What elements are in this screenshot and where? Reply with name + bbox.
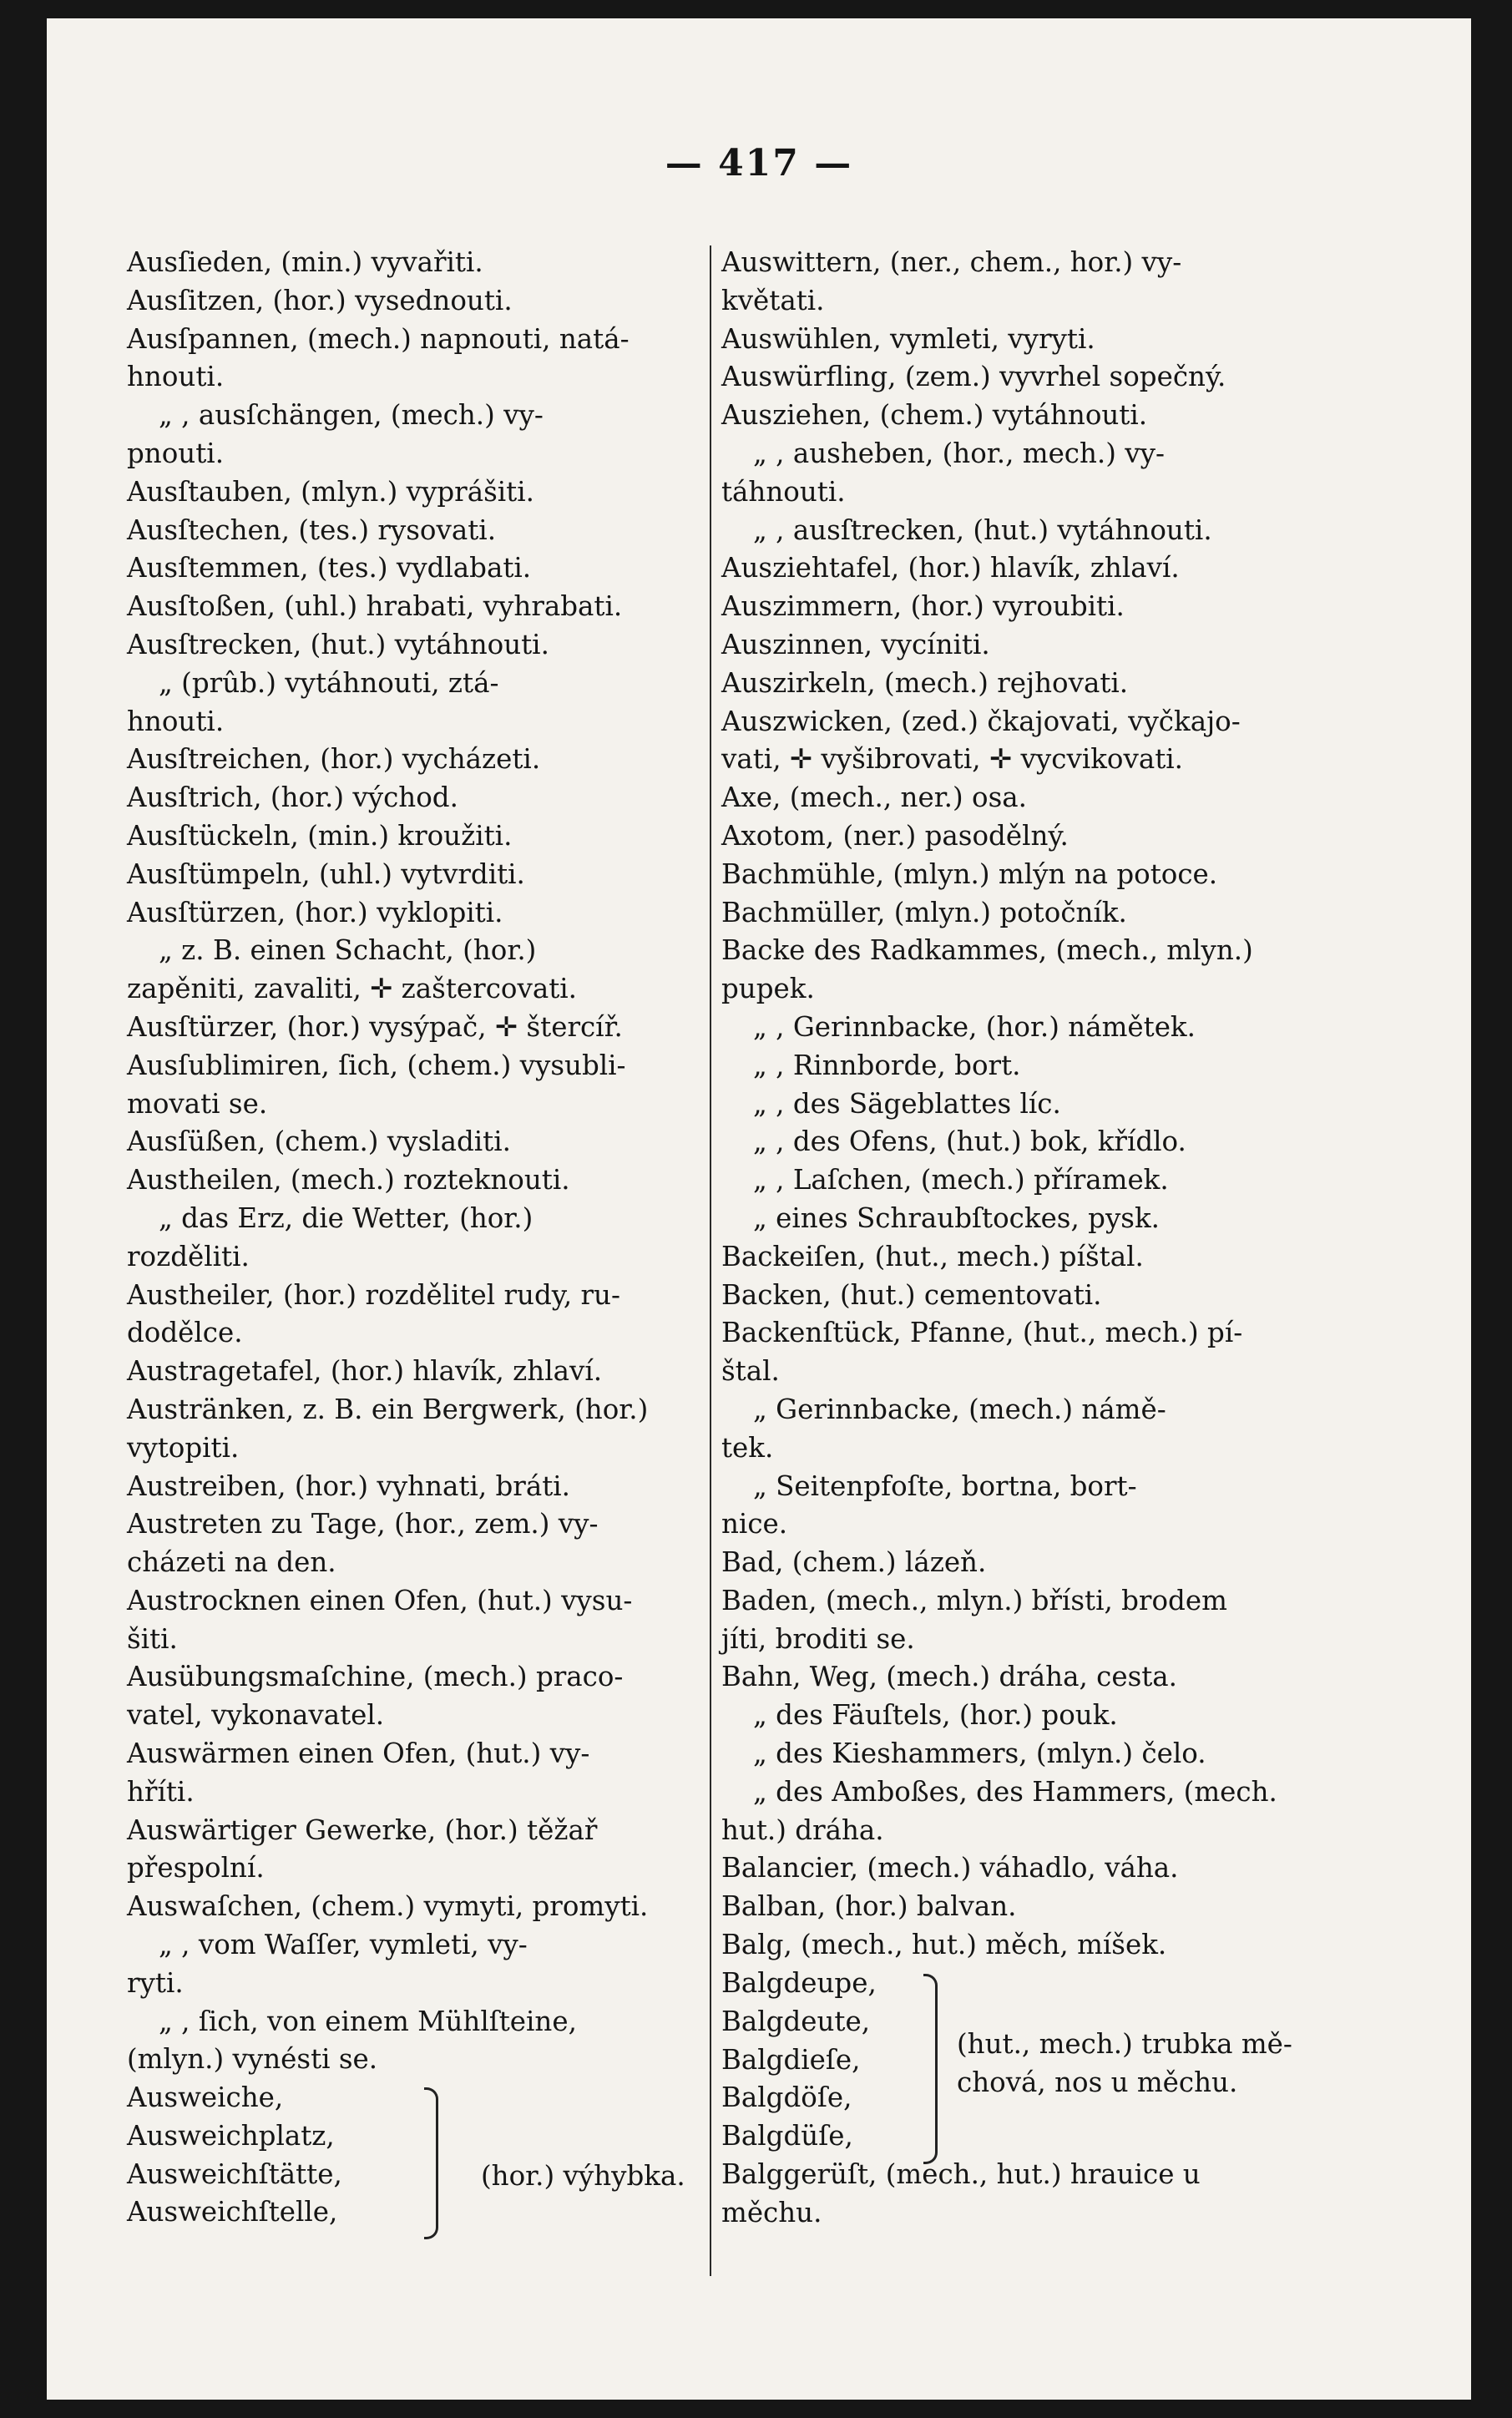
column-divider [710,245,711,2276]
entry-line: Ausſtreichen, (hor.) vycházeti. [127,743,541,776]
entry-line: Auswittern, (ner., chem., hor.) vy- [721,246,1182,278]
entry-line: zapěniti, zavaliti, ✛ zaštercovati. [127,973,577,1005]
entry-line: „ , ſich, von einem Mühlſteine, [159,2005,577,2037]
left-brace-terms [127,2079,342,2232]
brace-term: Ausweiche, [127,2082,284,2113]
entry-line: Ausziehen, (chem.) vytáhnouti. [721,399,1148,432]
dictionary-page [47,18,1471,2400]
entry-line: Ausſieden, (min.) vyvařiti. [127,246,483,278]
entry-line: „ (prûb.) vytáhnouti, ztá- [159,666,499,699]
entry-line: cházeti na den. [127,1546,336,1579]
entry-line: „ , Rinnborde, bort. [753,1049,1021,1081]
brace-term: Balgdüſe, [721,2120,853,2152]
entry-line: „ , Gerinnbacke, (hor.) námětek. [753,1010,1196,1043]
entry-line: „ des Kieshammers, (mlyn.) čelo. [753,1738,1206,1770]
entry-line: „ , ausſchängen, (mech.) vy- [159,399,544,432]
entry-line: Austrocknen einen Ofen, (hut.) vysu- [127,1584,633,1616]
entry-line: měchu. [721,2196,822,2228]
entry-line: Ausſtemmen, (tes.) vydlabati. [127,552,532,584]
entry-line: vati, ✛ vyšibrovati, ✛ vycvikovati. [721,743,1183,776]
entry-line: Austragetafel, (hor.) hlavík, zhlaví. [127,1355,603,1388]
entry-line: nice. [721,1508,788,1540]
entry-line: „ , ausheben, (hor., mech.) vy- [753,437,1165,469]
entry-line: pnouti. [127,437,225,469]
left-column [127,244,746,2079]
entry-line: hnouti. [127,361,225,393]
entry-line: Ausſublimiren, ſich, (chem.) vysubli- [127,1049,626,1081]
entry-line: „ Seitenpfoſte, bortna, bort- [753,1470,1137,1502]
brace-definition-line: (hut., mech.) trubka mě- [957,2028,1292,2060]
entry-line: Austreiben, (hor.) vyhnati, bráti. [127,1470,570,1502]
brace-term: Ausweichſtelle, [127,2196,338,2228]
entry-line: Ausſtückeln, (min.) kroužiti. [127,819,513,852]
brace-definition-line: chová, nos u měchu. [957,2066,1238,2098]
entry-line: táhnouti. [721,475,846,508]
entry-line: „ des Fäuſtels, (hor.) pouk. [753,1699,1118,1732]
brace-term: Balgdeupe, [721,1967,877,1999]
entry-line: Ausſtrecken, (hut.) vytáhnouti. [127,628,549,660]
entry-line: Backen, (hut.) cementovati. [721,1278,1102,1311]
entry-line: Austheiler, (hor.) rozdělitel rudy, ru- [127,1278,620,1311]
right-tail [721,2156,1201,2233]
brace-term: Balgdieſe, [721,2043,861,2076]
entry-line: Auszinnen, vycíniti. [721,628,990,660]
entry-line: „ des Amboßes, des Hammers, (mech. [753,1775,1277,1808]
entry-line: „ Gerinnbacke, (mech.) námě- [753,1393,1166,1425]
entry-line: vytopiti. [127,1431,240,1464]
entry-line: Axotom, (ner.) pasodělný. [721,819,1069,852]
entry-line: Bad, (chem.) lázeň. [721,1546,987,1579]
entry-line: Backe des Radkammes, (mech., mlyn.) [721,934,1253,967]
entry-line: „ , des Ofens, (hut.) bok, křídlo. [753,1126,1186,1158]
entry-line: movati se. [127,1087,268,1120]
entry-line: Baden, (mech., mlyn.) břísti, brodem [721,1584,1227,1616]
entry-line: Auszwicken, (zed.) čkajovati, vyčkajo- [721,705,1241,737]
entry-line: Balg, (mech., hut.) měch, míšek. [721,1929,1167,1961]
entry-line: „ , des Sägeblattes líc. [753,1087,1061,1120]
entry-line: Ausſitzen, (hor.) vysednouti. [127,284,513,316]
entry-line: hut.) dráha. [721,1814,884,1846]
entry-line: „ , Laſchen, (mech.) příramek. [753,1164,1169,1196]
entry-line: štal. [721,1355,780,1388]
entry-line: Auswürfling, (zem.) vyvrhel sopečný. [721,361,1226,393]
right-brace-definition [957,2026,1292,2102]
entry-line: květati. [721,284,825,316]
entry-line: Balggerüſt, (mech., hut.) hrauice u [721,2158,1201,2190]
right-column [721,244,1356,1965]
entry-line: šiti. [127,1622,178,1655]
brace-term: Balgdöſe, [721,2082,852,2114]
entry-line: „ , vom Waſſer, vymleti, vy- [159,1929,528,1961]
page-number: — 417 — [665,142,853,185]
entry-line: Bachmühle, (mlyn.) mlýn na potoce. [721,857,1218,890]
entry-line: Backeiſen, (hut., mech.) píštal. [721,1240,1144,1272]
entry-line: Ausſüßen, (chem.) vysladiti. [127,1126,511,1158]
entry-line: Austränken, z. B. ein Bergwerk, (hor.) [127,1393,649,1425]
entry-line: hříti. [127,1775,195,1808]
entry-line: Auszirkeln, (mech.) rejhovati. [721,666,1129,699]
entry-line: Ausſpannen, (mech.) napnouti, natá- [127,322,630,355]
entry-line: Ausſtoßen, (uhl.) hrabati, vyhrabati. [127,590,623,623]
entry-line: Auswärtiger Gewerke, (hor.) těžař [127,1814,598,1846]
brace-term: Ausweichſtätte, [127,2157,342,2190]
entry-line: rozděliti. [127,1240,250,1272]
entry-line: vatel, vykonavatel. [127,1699,385,1732]
entry-line: Bahn, Weg, (mech.) dráha, cesta. [721,1661,1178,1693]
right-brace [923,1974,938,2164]
left-brace-definition: (hor.) výhybka. [481,2160,685,2192]
entry-line: Backenſtück, Pfanne, (hut., mech.) pí- [721,1317,1243,1349]
entry-line: Ausſtauben, (mlyn.) vyprášiti. [127,475,534,508]
entry-line: „ das Erz, die Wetter, (hor.) [159,1201,533,1234]
brace-term: Ausweichplatz, [127,2119,335,2152]
entry-line: Ausübungsmaſchine, (mech.) praco- [127,1661,624,1693]
entry-line: „ eines Schraubſtockes, pysk. [753,1201,1161,1234]
entry-line: přespolní. [127,1852,265,1884]
entry-line: Ausſtrich, (hor.) východ. [127,782,458,814]
left-brace [424,2087,438,2239]
entry-line: pupek. [721,973,815,1005]
entry-line: ryti. [127,1966,184,1999]
entry-line: Ausſtürzer, (hor.) vysýpač, ✛ štercíř. [127,1010,623,1043]
entry-line: Auszimmern, (hor.) vyroubiti. [721,590,1125,623]
entry-line: Balban, (hor.) balvan. [721,1890,1017,1923]
entry-line: Austheilen, (mech.) rozteknouti. [127,1164,570,1196]
entry-line: Balancier, (mech.) váhadlo, váha. [721,1852,1179,1884]
entry-line: „ , ausſtrecken, (hut.) vytáhnouti. [753,513,1212,546]
entry-line: Ausſtechen, (tes.) rysovati. [127,513,497,546]
entry-line: Ausſtümpeln, (uhl.) vytvrditi. [127,857,525,890]
entry-line: jíti, broditi se. [721,1622,915,1655]
brace-term: Balgdeute, [721,2005,871,2037]
entry-line: Austreten zu Tage, (hor., zem.) vy- [127,1508,599,1540]
entry-line: Auswaſchen, (chem.) vymyti, promyti. [127,1890,649,1923]
entry-line: (mlyn.) vynésti se. [127,2043,378,2076]
entry-line: Bachmüller, (mlyn.) potočník. [721,896,1127,928]
entry-line: Auswühlen, vymleti, vyryti. [721,322,1095,355]
entry-line: Ausſtürzen, (hor.) vyklopiti. [127,896,503,928]
right-brace-terms [721,1965,877,2156]
entry-line: Ausziehtafel, (hor.) hlavík, zhlaví. [721,552,1180,584]
entry-line: „ z. B. einen Schacht, (hor.) [159,934,537,967]
entry-line: tek. [721,1431,774,1464]
entry-line: dodělce. [127,1317,243,1349]
entry-line: hnouti. [127,705,225,737]
entry-line: Axe, (mech., ner.) osa. [721,782,1027,814]
entry-line: Auswärmen einen Ofen, (hut.) vy- [127,1738,590,1770]
